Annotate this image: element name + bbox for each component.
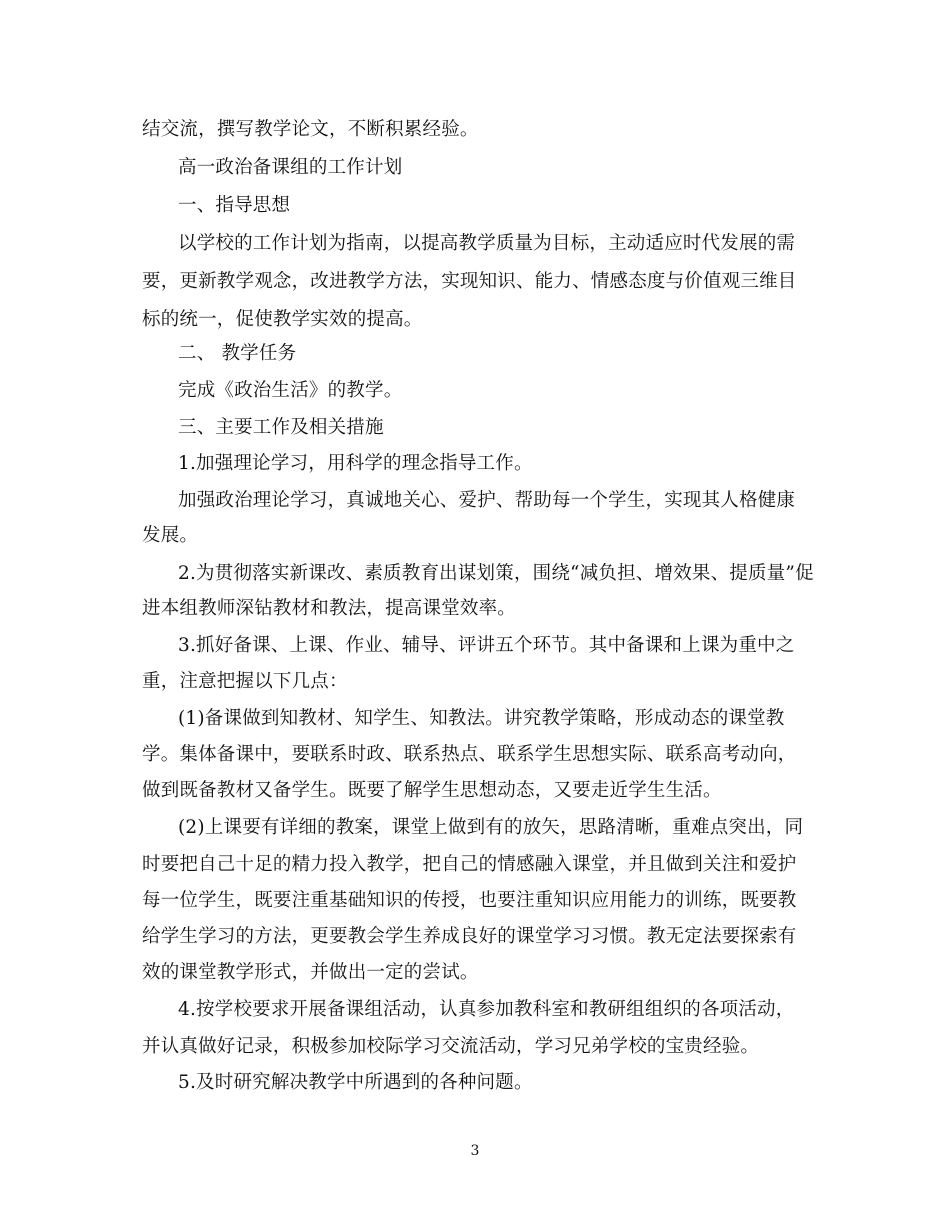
text-line: 4.按学校要求开展备课组活动，认真参加教科室和教研组组织的各项活动， — [178, 999, 795, 1020]
text-line: 重，注意把握以下几点： — [142, 671, 348, 692]
text-line: 加强政治理论学习，真诚地关心、爱护、帮助每一个学生，实现其人格健康 — [178, 490, 796, 511]
text-line: 给学生学习的方法，更要教会学生养成良好的课堂学习习惯。教无定法要探索有 — [142, 926, 797, 947]
text-line: 效的课堂教学形式，并做出一定的尝试。 — [142, 962, 479, 983]
text-line: 发展。 — [142, 525, 199, 546]
page-number: 3 — [470, 1143, 480, 1159]
text-line: 5.及时研究解决教学中所遇到的各种问题。 — [178, 1072, 533, 1093]
text-line: 时要把自己十足的精力投入教学，把自己的情感融入课堂，并且做到关注和爱护 — [142, 854, 797, 875]
text-line: 2.为贯彻落实新课改、素质教育出谋划策，围绕“减负担、增效果、提质量”促 — [178, 563, 814, 584]
text-line: 要，更新教学观念，改进教学方法，实现知识、能力、情感态度与价值观三维目 — [142, 271, 797, 292]
text-line: (1)备课做到知教材、知学生、知教法。讲究教学策略，形成动态的课堂教 — [178, 708, 785, 729]
heading: 二、 教学任务 — [178, 343, 297, 364]
text-line: 以学校的工作计划为指南，以提高教学质量为目标，主动适应时代发展的需 — [178, 233, 796, 254]
section-title: 高一政治备课组的工作计划 — [178, 157, 403, 178]
text-line: 并认真做好记录，积极参加校际学习交流活动，学习兄弟学校的宝贵经验。 — [142, 1036, 760, 1057]
text-line: 标的统一，促使教学实效的提高。 — [142, 309, 423, 330]
text-line: 每一位学生，既要注重基础知识的传授，也要注重知识应用能力的训练，既要教 — [142, 890, 797, 911]
text-line: 进本组教师深钻教材和教法，提高课堂效率。 — [142, 598, 517, 619]
text-line: 3.抓好备课、上课、作业、辅导、评讲五个环节。其中备课和上课为重中之 — [178, 635, 795, 656]
text-line: 完成《政治生活》的教学。 — [178, 380, 403, 401]
text-line: 做到既备教材又备学生。既要了解学生思想动态，又要走近学生生活。 — [142, 780, 722, 801]
text-line: 1.加强理论学习，用科学的理念指导工作。 — [178, 453, 533, 474]
heading: 一、指导思想 — [178, 195, 291, 216]
text-line: (2)上课要有详细的教案，课堂上做到有的放矢，思路清晰，重难点突出，同 — [178, 817, 804, 838]
heading: 三、主要工作及相关措施 — [178, 417, 384, 438]
text-line: 结交流，撰写教学论文，不断积累经验。 — [142, 119, 479, 140]
text-line: 学。集体备课中，要联系时政、联系热点、联系学生思想实际、联系高考动向， — [142, 744, 797, 765]
